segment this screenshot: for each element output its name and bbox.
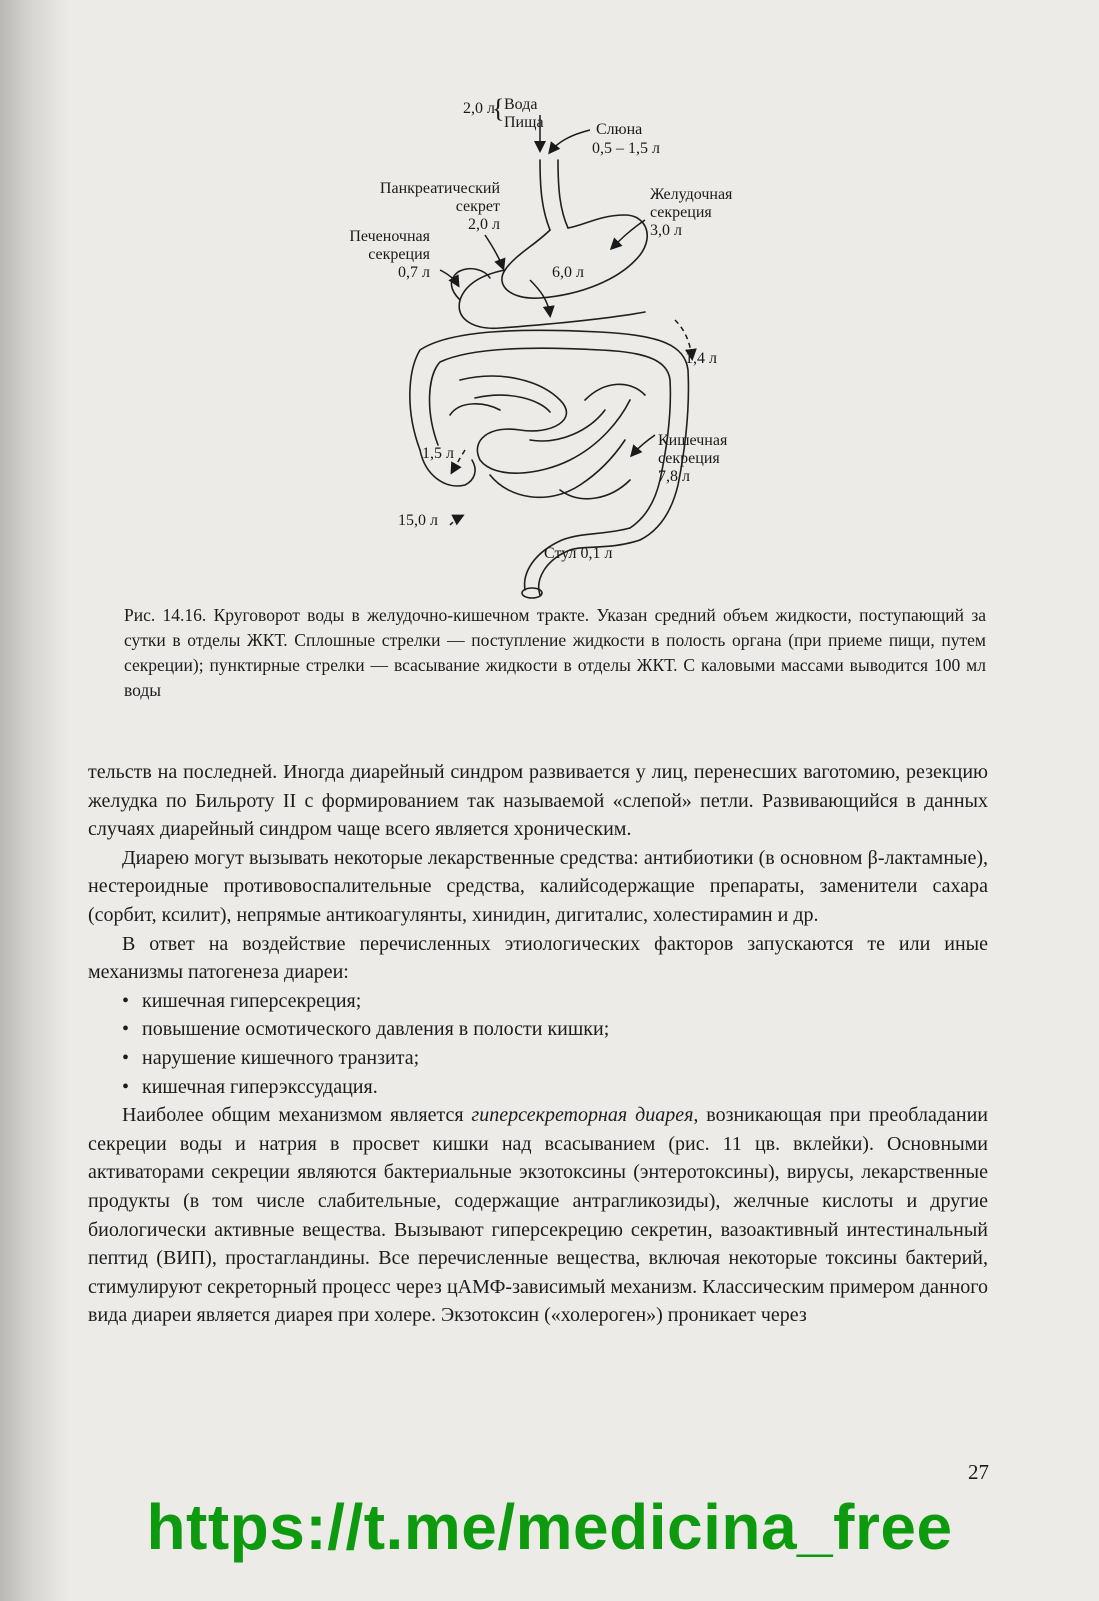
small-intestine-coil [560, 480, 630, 499]
pancreatic-volume-label: 2,0 л [468, 216, 500, 233]
intestinal-secretion-label: Кишечная [658, 432, 728, 449]
intake-volume-label: 2,0 л [463, 100, 495, 117]
small-intestine-coil [475, 395, 550, 412]
pancreatic-arrow [485, 235, 503, 268]
list-item: • нарушение кишечного транзита; [122, 1044, 988, 1073]
intestinal-secretion-volume-label: 7,8 л [658, 468, 690, 485]
body-text [88, 758, 988, 1330]
small-intestine-coil [530, 410, 605, 441]
pancreatic-label-2: секрет [455, 198, 500, 215]
paragraph: В ответ на воздействие перечисленных этиологических факторов запускаются те или иные механизмы патогенеза диареи: [88, 932, 988, 984]
hepatic-label-2: секреция [368, 246, 430, 263]
pancreatic-label: Панкреатический [379, 180, 500, 197]
list-item: • кишечная гиперэкссудация. [122, 1073, 988, 1102]
total-absorption-arrow [450, 516, 462, 525]
gastric-label: Желудочная [650, 186, 733, 203]
colon-absorption-label: 1,4 л [685, 350, 717, 367]
list-item: • повышение осмотического давления в полости кишки; [122, 1015, 988, 1044]
gastric-volume-label: 3,0 л [650, 222, 682, 239]
mechanism-list [88, 987, 988, 1101]
hepatic-label: Печеночная [349, 228, 430, 245]
paragraph: Диарею могут вызывать некоторые лекарственные средства: антибиотики (в основном β-лактамные), нестероидные противовоспалительные средства, калийсодержащие препараты, заменители сахара (сорбит, ксилит), непрямые антикоагулянты, хинидин, дигиталис, холестирамин и др. [88, 846, 988, 926]
hepatic-volume-label: 0,7 л [398, 264, 430, 281]
duodenum-volume-label: 6,0 л [552, 264, 584, 281]
figure-caption: Рис. 14.16. Круговорот воды в желудочно-кишечном тракте. Указан средний объем жидкости, поступающий за сутки в отделы ЖКТ. Сплошные стрелки — поступление жидкости в полость органа (при приеме пищи, путем секреции); пунктирные стрелки — всасывание жидкости в отделы ЖКТ. С каловыми массами выводится 100 мл воды [124, 605, 986, 700]
large-intestine-outline [430, 348, 671, 528]
large-intestine-outline [410, 330, 689, 540]
paragraph-text: , возникающая при преобладании секреции воды и натрия в просвет кишки над всасыванием (рис. 11 цв. вклейки). Основными активаторами секреции являются бактериальные экзотоксины (энтеротоксины), вирусы, лекарственные продукты (в том числе слабительные, содержащие антрагликозиды), желчные кислоты и другие биологически активные вещества. Вызывают гиперсекрецию секретин, вазоактивный интестинальный пептид (ВИП), простагландины. Все перечисленные вещества, включая некоторые токсины бактерий, стимулируют секреторный процесс через цАМФ-зависимый механизм. Классическим примером данного вида диареи является диарея при холере. Экзотоксин («холероген») проникает через [88, 1104, 988, 1327]
small-absorption-label: 1,5 л [422, 445, 454, 462]
term-hypersecretory-diarrhea: гиперсекреторная диарея [471, 1104, 694, 1127]
paragraph [88, 1101, 988, 1330]
gi-tract-drawing [300, 80, 800, 600]
food-label: Пища [504, 114, 544, 131]
total-absorption-label: 15,0 л [398, 512, 438, 529]
stool-label: Стул 0,1 л [544, 545, 613, 562]
page-number: 27 [968, 1460, 989, 1484]
esophagus-outline [558, 160, 568, 228]
stomach-outline [502, 215, 647, 298]
gastric-label-2: секреция [650, 204, 712, 221]
paragraph-text: Наиболее общим механизмом является [122, 1104, 472, 1127]
gi-water-cycle-figure [300, 80, 800, 600]
small-intestine-coil [450, 404, 500, 415]
intestinal-secretion-arrow [632, 435, 655, 455]
saliva-label: Слюна [596, 121, 643, 138]
url-watermark: https://t.me/medicina_free [146, 1491, 953, 1563]
gastric-secretion-arrow [612, 220, 645, 248]
small-intestine-coil [460, 376, 630, 473]
intestinal-secretion-label-2: секреция [658, 450, 720, 467]
page-edge-shadow [0, 0, 70, 1601]
list-item: • кишечная гиперсекреция; [122, 987, 988, 1016]
water-label: Вода [504, 96, 538, 113]
small-intestine-coil [585, 384, 645, 400]
small-intestine-coil [490, 440, 625, 497]
paragraph: тельств на последней. Иногда диарейный синдром развивается у лиц, перенесших ваготомию, резекцию желудка по Бильроту II с формированием так называемой «слепой» петли. Развивающийся в данных случаях диарейный синдром чаще всего является хроническим. [88, 761, 988, 841]
hepatic-arrow [440, 270, 458, 285]
saliva-volume-label: 0,5 – 1,5 л [592, 140, 660, 157]
esophagus-outline [540, 160, 550, 230]
intake-brace: { [492, 94, 505, 123]
saliva-arrow [550, 130, 590, 152]
